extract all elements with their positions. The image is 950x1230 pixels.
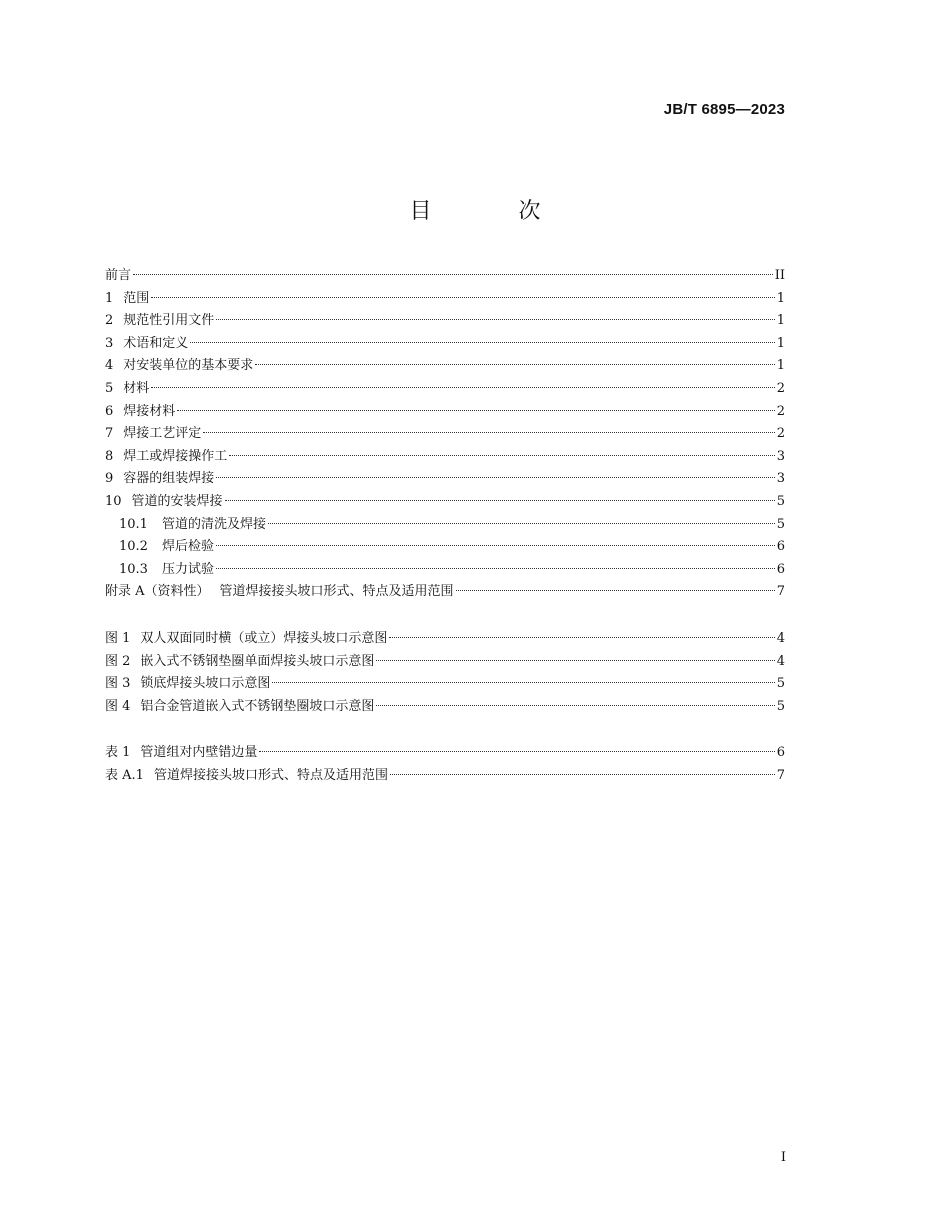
- toc-entry-page: 1: [776, 290, 785, 306]
- dot-leader: [225, 499, 775, 501]
- toc-entry-10-2[interactable]: [105, 536, 785, 559]
- toc-entry-page: 1: [776, 358, 785, 374]
- dot-leader: [216, 318, 774, 320]
- toc-entry-number: 4: [105, 358, 114, 374]
- toc-entry-6[interactable]: [105, 401, 785, 424]
- toc-entry-page: 1: [776, 313, 785, 329]
- table-title: 管道焊接接头坡口形式、特点及适用范围: [153, 767, 388, 783]
- toc-entry-1[interactable]: [105, 288, 785, 311]
- dot-leader: [216, 567, 775, 569]
- toc-figure-3[interactable]: [105, 673, 785, 696]
- dot-leader: [216, 476, 774, 478]
- toc-table-1[interactable]: [105, 742, 785, 765]
- toc-entry-title: 材料: [123, 380, 150, 396]
- table-page: 6: [776, 745, 785, 760]
- toc-entry-annex-a[interactable]: [105, 581, 785, 604]
- toc-entry-title: 范围: [123, 290, 150, 306]
- table-number: 表 1: [105, 745, 131, 760]
- toc-entry-page: 5: [776, 493, 785, 509]
- toc-entry-3[interactable]: [105, 333, 785, 356]
- figure-title: 锁底焊接头坡口示意图: [140, 676, 271, 692]
- dot-leader: [272, 681, 774, 683]
- toc-entry-title: 管道的安装焊接: [131, 493, 223, 509]
- toc-entry-foreword[interactable]: [105, 265, 785, 288]
- toc-entry-number: 7: [105, 426, 114, 442]
- standard-number: JB/T 6895—2023: [663, 101, 785, 118]
- figure-page: 5: [776, 698, 785, 714]
- toc-figure-1[interactable]: [105, 628, 785, 651]
- dot-leader: [216, 544, 775, 546]
- toc-figure-2[interactable]: [105, 651, 785, 674]
- dot-leader: [390, 773, 775, 775]
- toc-entry-number: 9: [105, 471, 114, 487]
- toc-entry-title: 焊后检验: [161, 539, 214, 555]
- dot-leader: [268, 522, 775, 524]
- toc-entry-number: 附录 A（资料性）: [105, 584, 210, 600]
- toc-entry-5[interactable]: [105, 378, 785, 401]
- dot-leader: [151, 296, 774, 298]
- toc-entry-10-3[interactable]: [105, 559, 785, 582]
- dot-leader: [151, 386, 774, 388]
- toc-table-a1[interactable]: [105, 765, 785, 788]
- toc-entry-page: 2: [776, 403, 785, 419]
- figure-page: 4: [776, 631, 785, 646]
- toc-entry-title: 术语和定义: [123, 335, 189, 351]
- page-number: I: [780, 1150, 786, 1165]
- toc-entry-10-1[interactable]: [105, 514, 785, 537]
- toc-entry-number: 10.2: [119, 539, 148, 555]
- toc-entry-title: 压力试验: [161, 561, 214, 577]
- figure-number: 图 2: [105, 653, 131, 669]
- figure-number: 图 3: [105, 676, 131, 692]
- toc-entry-page: II: [774, 268, 785, 283]
- toc-entry-10[interactable]: [105, 491, 785, 514]
- toc-entry-title: 规范性引用文件: [123, 313, 215, 329]
- dot-leader: [133, 273, 773, 275]
- table-page: 7: [776, 767, 785, 783]
- toc-figure-4[interactable]: [105, 696, 785, 719]
- figure-number: 图 4: [105, 698, 131, 714]
- dot-leader: [389, 636, 774, 638]
- dot-leader: [259, 750, 774, 752]
- toc-entry-title: 焊接材料: [123, 403, 176, 419]
- table-number: 表 A.1: [105, 767, 144, 783]
- toc-figures: [105, 628, 785, 718]
- dot-leader: [255, 363, 774, 365]
- toc-entry-7[interactable]: [105, 423, 785, 446]
- toc-entry-title: 前言: [105, 268, 132, 283]
- toc-entry-page: 6: [776, 561, 785, 577]
- figure-page: 4: [776, 653, 785, 669]
- toc-entry-page: 5: [776, 516, 785, 532]
- toc-entry-2[interactable]: [105, 310, 785, 333]
- toc-entry-number: 6: [105, 403, 114, 419]
- toc-entry-number: 10.3: [119, 561, 148, 577]
- toc-entry-title: 管道焊接接头坡口形式、特点及适用范围: [219, 584, 454, 600]
- toc-contents: [105, 265, 785, 604]
- toc-entry-4[interactable]: [105, 355, 785, 378]
- toc-entry-number: 2: [105, 313, 114, 329]
- figure-title: 嵌入式不锈钢垫圈单面焊接头坡口示意图: [140, 653, 375, 669]
- toc-entry-page: 2: [776, 426, 785, 442]
- dot-leader: [376, 704, 774, 706]
- toc-entry-number: 10: [105, 493, 122, 509]
- figure-page: 5: [776, 676, 785, 692]
- toc-entry-page: 3: [776, 448, 785, 464]
- dot-leader: [177, 409, 774, 411]
- figure-title: 双人双面同时横（或立）焊接头坡口示意图: [140, 631, 388, 646]
- toc-entry-page: 1: [776, 335, 785, 351]
- toc-entry-number: 10.1: [119, 516, 148, 532]
- dot-leader: [229, 454, 774, 456]
- page-title: 目 次: [409, 199, 581, 224]
- toc-entry-title: 对安装单位的基本要求: [123, 358, 254, 374]
- figure-number: 图 1: [105, 631, 131, 646]
- toc-entry-page: 6: [776, 539, 785, 555]
- toc-entry-number: 8: [105, 448, 114, 464]
- toc-entry-title: 焊接工艺评定: [123, 426, 202, 442]
- toc-entry-number: 3: [105, 335, 114, 351]
- toc-tables: [105, 742, 785, 787]
- figure-title: 铝合金管道嵌入式不锈钢垫圈坡口示意图: [140, 698, 375, 714]
- toc-entry-number: 1: [105, 290, 114, 306]
- toc-entry-title: 容器的组装焊接: [123, 471, 215, 487]
- toc-entry-page: 7: [776, 584, 785, 600]
- dot-leader: [190, 341, 774, 343]
- dot-leader: [203, 431, 774, 433]
- table-title: 管道组对内壁错边量: [140, 745, 258, 760]
- toc-entry-title: 管道的清洗及焊接: [161, 516, 266, 532]
- toc-entry-number: 5: [105, 380, 114, 396]
- toc-entry-9[interactable]: [105, 468, 785, 491]
- toc-entry-page: 3: [776, 471, 785, 487]
- toc-entry-title: 焊工或焊接操作工: [123, 448, 228, 464]
- dot-leader: [456, 589, 775, 591]
- toc-entry-page: 2: [776, 380, 785, 396]
- dot-leader: [376, 659, 774, 661]
- toc-entry-8[interactable]: [105, 446, 785, 469]
